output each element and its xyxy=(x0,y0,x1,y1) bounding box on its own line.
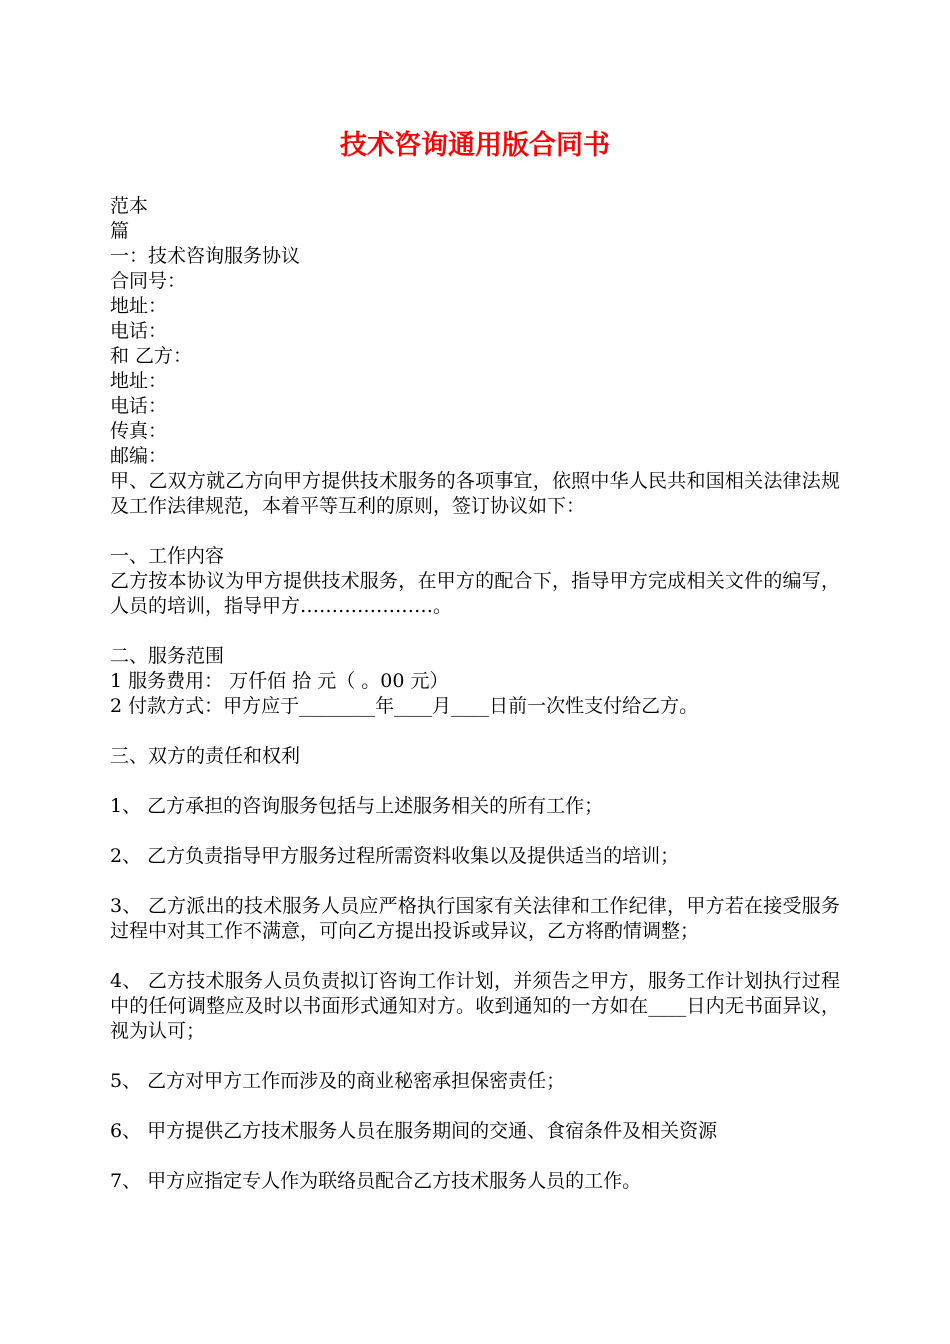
section-3-item-6: 6、 甲方提供乙方技术服务人员在服务期间的交通、食宿条件及相关资源 xyxy=(110,1120,718,1142)
spacer xyxy=(110,819,840,844)
spacer xyxy=(110,1144,840,1169)
header-line-party-a-address: 地址： xyxy=(110,295,168,317)
section-2-heading: 二、服务范围 xyxy=(110,645,225,667)
header-line-party-b-address: 地址： xyxy=(110,370,168,392)
spacer xyxy=(110,1094,840,1119)
header-line-agreement-name: 一：技术咨询服务协议 xyxy=(110,245,301,267)
section-1-text: 乙方按本协议为甲方提供技术服务，在甲方的配合下，指导甲方完成相关文件的编写，人员的培训，指导甲方…………………。 xyxy=(110,570,840,617)
section-3-item-1: 1、 乙方承担的咨询服务包括与上述服务相关的所有工作； xyxy=(110,795,604,817)
section-3-item-4: 4、 乙方技术服务人员负责拟订咨询工作计划，并须告之甲方，服务工作计划执行过程中的任何调整应及时以书面形式通知对方。收到通知的一方如在____日内无书面异议，视为认可； xyxy=(110,970,840,1042)
section-2-fee-line: 1 服务费用： 万仟佰 拾 元（ 。00 元） xyxy=(110,670,449,692)
header-line-party-b-postcode: 邮编： xyxy=(110,445,168,467)
spacer xyxy=(110,1044,840,1069)
spacer xyxy=(110,519,840,544)
section-2-payment-line: 2 付款方式：甲方应于________年____月____日前一次性支付给乙方。 xyxy=(110,695,699,717)
header-line-party-b-phone: 电话： xyxy=(110,395,168,417)
header-line-template-label: 范本 xyxy=(110,195,149,217)
document-title: 技术咨询通用版合同书 xyxy=(340,130,610,161)
spacer xyxy=(110,944,840,969)
header-line-party-b-fax: 传真： xyxy=(110,420,168,442)
section-3-heading: 三、双方的责任和权利 xyxy=(110,745,301,767)
section-1-heading: 一、工作内容 xyxy=(110,545,225,567)
header-line-section-label: 篇 xyxy=(110,220,130,242)
spacer xyxy=(110,769,840,794)
spacer xyxy=(110,869,840,894)
header-line-contract-number: 合同号： xyxy=(110,270,187,292)
document-body xyxy=(110,194,840,1194)
section-3-item-2: 2、 乙方负责指导甲方服务过程所需资料收集以及提供适当的培训； xyxy=(110,845,680,867)
header-line-party-a-phone: 电话： xyxy=(110,320,168,342)
intro-paragraph: 甲、乙双方就乙方向甲方提供技术服务的各项事宜，依照中华人民共和国相关法律法规及工作法律规范，本着平等互利的原则，签订协议如下： xyxy=(110,470,840,517)
section-3-item-5: 5、 乙方对甲方工作而涉及的商业秘密承担保密责任； xyxy=(110,1070,566,1092)
spacer xyxy=(110,619,840,644)
section-3-item-7: 7、 甲方应指定专人作为联络员配合乙方技术服务人员的工作。 xyxy=(110,1170,642,1192)
spacer xyxy=(110,719,840,744)
header-line-party-b: 和 乙方： xyxy=(110,345,193,367)
section-3-item-3: 3、 乙方派出的技术服务人员应严格执行国家有关法律和工作纪律，甲方若在接受服务过程中对其工作不满意，可向乙方提出投诉或异议，乙方将酌情调整； xyxy=(110,895,840,942)
